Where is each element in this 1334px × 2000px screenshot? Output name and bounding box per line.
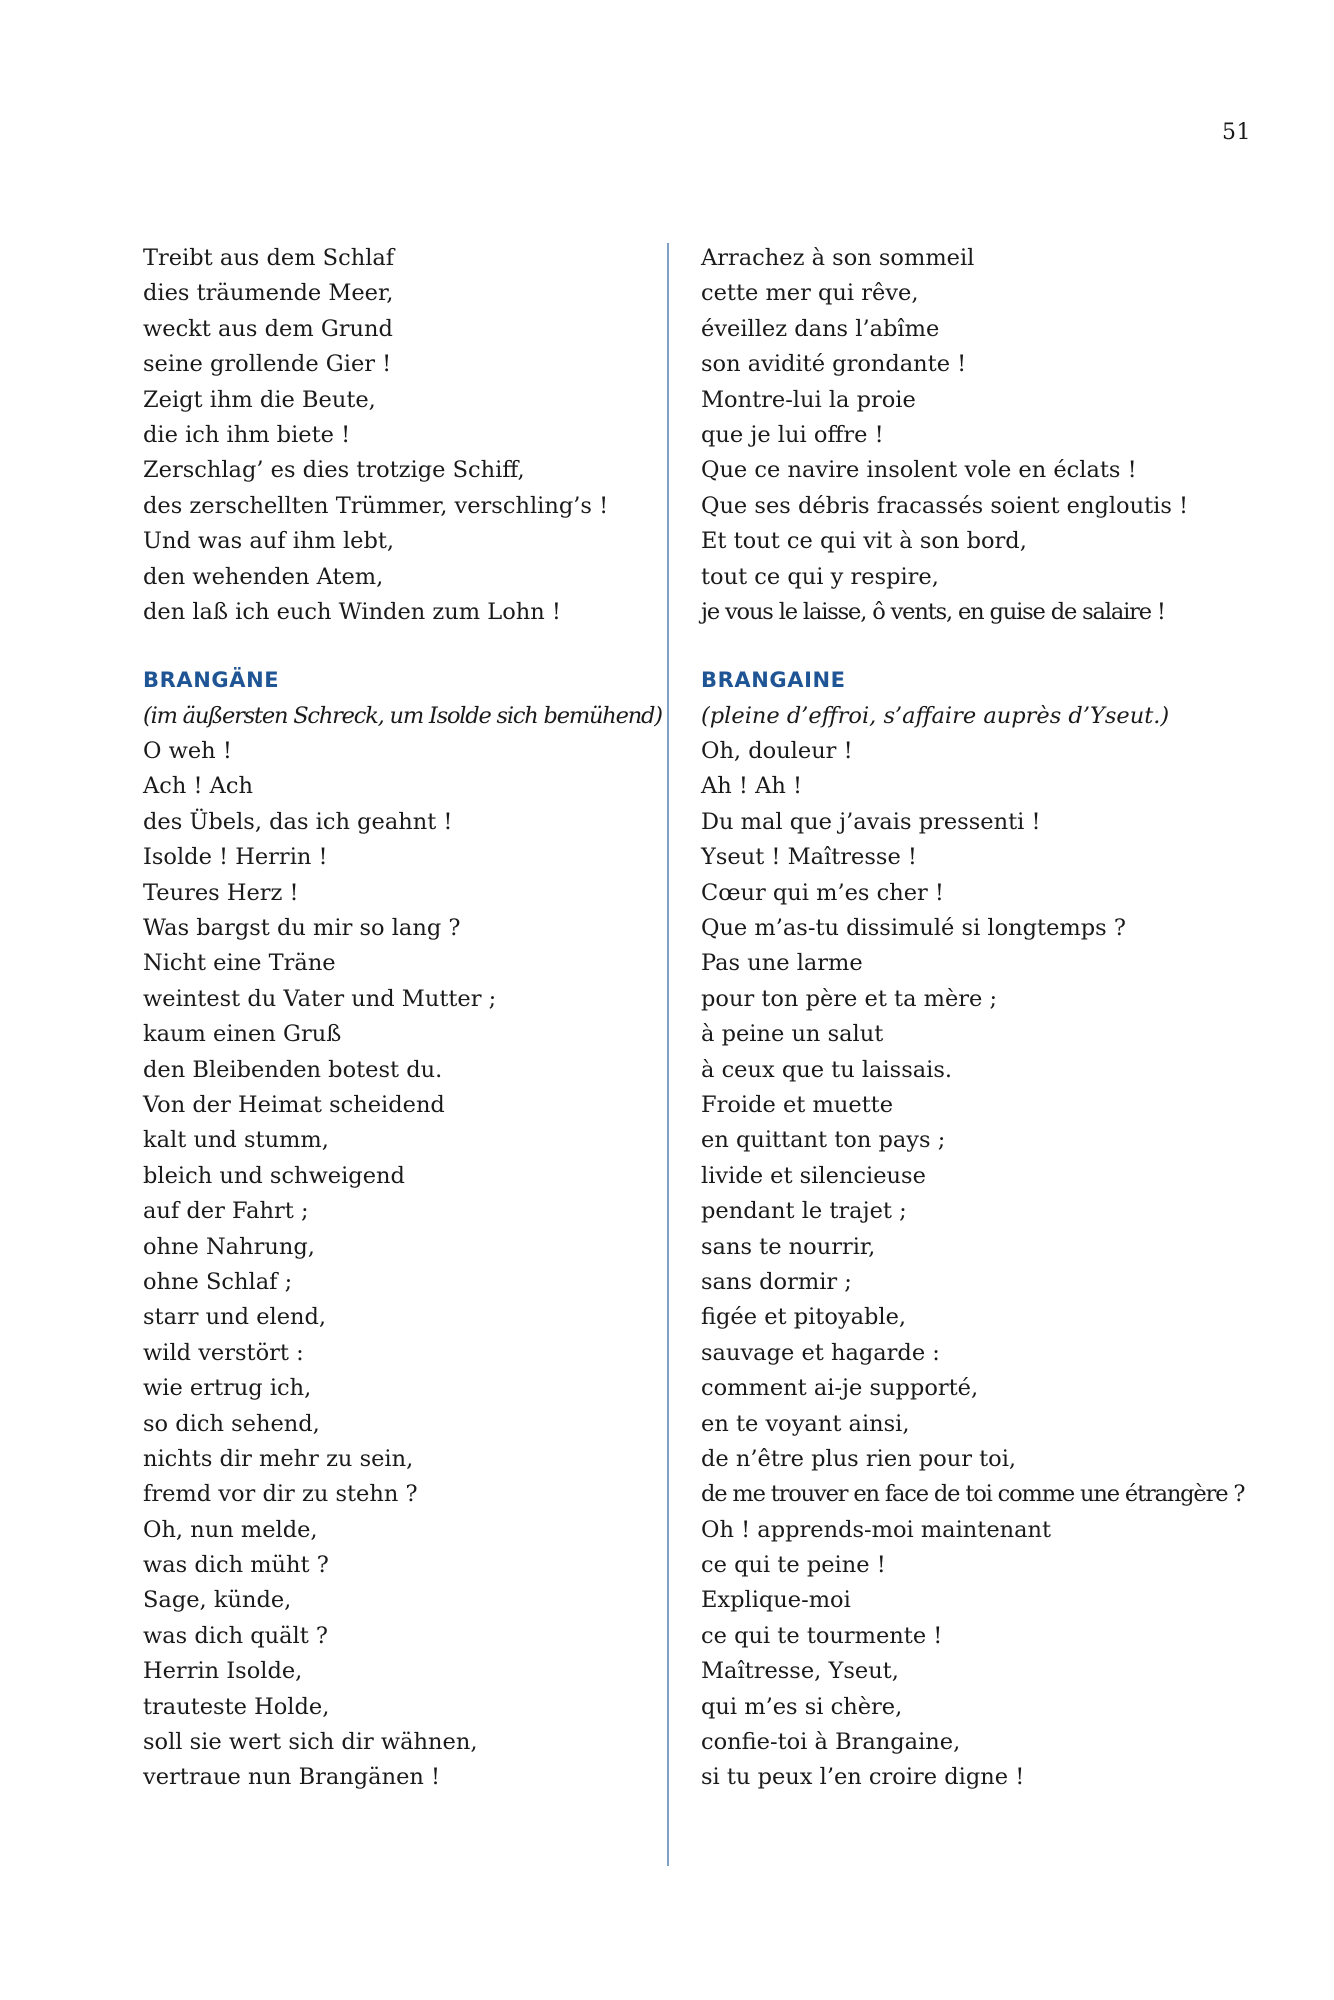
verse-line: Oh, nun melde, — [143, 1516, 318, 1543]
verse-line: Oh ! apprends-moi maintenant — [701, 1516, 1052, 1543]
verse-line: des Übels, das ich geahnt ! — [143, 808, 453, 835]
verse-line: Que ses débris fracassés soient engloutis ! — [701, 492, 1189, 519]
verse-line: kaum einen Gruß — [143, 1021, 342, 1048]
verse-line: den Bleibenden botest du. — [143, 1056, 443, 1083]
verse-line: Yseut ! Maîtresse ! — [701, 844, 917, 871]
verse-line: en quittant ton pays ; — [701, 1127, 946, 1154]
verse-line: si tu peux l’en croire digne ! — [701, 1764, 1025, 1791]
verse-line: Was bargst du mir so lang ? — [143, 915, 461, 942]
verse-line: ce qui te tourmente ! — [701, 1622, 943, 1649]
verse-line: en te voyant ainsi, — [701, 1410, 910, 1437]
verse-line: Et tout ce qui vit à son bord, — [701, 528, 1027, 555]
verse-line: kalt und stumm, — [143, 1127, 329, 1154]
verse-line: ohne Schlaf ; — [143, 1268, 293, 1295]
verse-line: comment ai-je supporté, — [701, 1375, 979, 1402]
verse-line: was dich quält ? — [143, 1622, 328, 1649]
verse-line: nichts dir mehr zu sein, — [143, 1445, 414, 1472]
verse-line: was dich müht ? — [143, 1552, 329, 1579]
verse-line: Und was auf ihm lebt, — [143, 528, 395, 555]
verse-line: Montre-lui la proie — [701, 386, 916, 413]
verse-line: starr und elend, — [143, 1304, 327, 1331]
page-number: 51 — [1222, 120, 1251, 145]
german-column — [143, 241, 663, 1796]
verse-line: dies träumende Meer, — [143, 280, 394, 307]
verse-line: je vous le laisse, ô vents, en guise de salaire ! — [701, 598, 1165, 625]
verse-line: de me trouver en face de toi comme une étrangère ? — [701, 1481, 1245, 1508]
verse-line: Ah ! Ah ! — [701, 773, 803, 800]
verse-line: tout ce qui y respire, — [701, 563, 939, 590]
stage-direction: (pleine d’effroi, s’affaire auprès d’Yseut.) — [701, 702, 1170, 729]
verse-line: vertraue nun Brangänen ! — [143, 1764, 441, 1791]
verse-line: à ceux que tu laissais. — [701, 1056, 953, 1083]
verse-line: Zerschlag’ es dies trotzige Schiff, — [143, 457, 525, 484]
verse-line: sans te nourrir, — [701, 1233, 876, 1260]
speaker-name: BRANGAINE — [701, 668, 846, 693]
verse-line: Que ce navire insolent vole en éclats ! — [701, 457, 1137, 484]
verse-line: sans dormir ; — [701, 1268, 852, 1295]
verse-line: Herrin Isolde, — [143, 1658, 303, 1685]
verse-line: seine grollende Gier ! — [143, 351, 392, 378]
verse-line: qui m’es si chère, — [701, 1693, 903, 1720]
verse-line: de n’être plus rien pour toi, — [701, 1445, 1017, 1472]
verse-line: Sage, künde, — [143, 1587, 292, 1614]
verse-line: pendant le trajet ; — [701, 1198, 907, 1225]
verse-line: Treibt aus dem Schlaf — [143, 245, 395, 271]
verse-line: so dich sehend, — [143, 1410, 320, 1437]
stage-direction: (im äußersten Schreck, um Isolde sich bemühend) — [143, 702, 662, 729]
verse-line: O weh ! — [143, 738, 232, 765]
stanza-gap — [701, 630, 1301, 663]
verse-line: Oh, douleur ! — [701, 738, 853, 765]
verse-line: son avidité grondante ! — [701, 351, 967, 378]
french-stanza-1 — [701, 241, 1301, 630]
verse-line: Froide et muette — [701, 1091, 894, 1118]
verse-line: Pas une larme — [701, 950, 863, 977]
verse-line: die ich ihm biete ! — [143, 421, 351, 448]
verse-line: Cœur qui m’es cher ! — [701, 879, 944, 906]
verse-line: Ach ! Ach — [143, 773, 254, 800]
column-divider — [667, 243, 669, 1866]
verse-line: Nicht eine Träne — [143, 950, 336, 977]
verse-line: Que m’as-tu dissimulé si longtemps ? — [701, 915, 1126, 942]
verse-line: que je lui offre ! — [701, 421, 884, 448]
verse-line: éveillez dans l’abîme — [701, 315, 940, 342]
verse-line: soll sie wert sich dir wähnen, — [143, 1729, 478, 1756]
verse-line: Zeigt ihm die Beute, — [143, 386, 376, 413]
verse-line: Teures Herz ! — [143, 879, 299, 906]
verse-line: confie-toi à Brangaine, — [701, 1729, 961, 1756]
verse-line: trauteste Holde, — [143, 1693, 330, 1720]
verse-line: ohne Nahrung, — [143, 1233, 315, 1260]
verse-line: auf der Fahrt ; — [143, 1198, 309, 1225]
verse-line: cette mer qui rêve, — [701, 280, 919, 307]
verse-line: ce qui te peine ! — [701, 1552, 886, 1579]
french-stanza-2 — [701, 734, 1301, 1796]
verse-line: fremd vor dir zu stehn ? — [143, 1481, 418, 1508]
verse-line: Explique-moi — [701, 1587, 851, 1614]
verse-line: figée et pitoyable, — [701, 1304, 907, 1331]
verse-line: den wehenden Atem, — [143, 563, 384, 590]
french-column — [701, 241, 1301, 1796]
verse-line: Arrachez à son sommeil — [701, 245, 975, 271]
verse-line: Isolde ! Herrin ! — [143, 844, 328, 871]
verse-line: bleich und schweigend — [143, 1162, 405, 1189]
verse-line: den laß ich euch Winden zum Lohn ! — [143, 598, 561, 625]
verse-line: à peine un salut — [701, 1021, 884, 1048]
german-stanza-2 — [143, 734, 663, 1796]
stanza-gap — [143, 630, 663, 663]
verse-line: Von der Heimat scheidend — [143, 1091, 445, 1118]
verse-line: sauvage et hagarde : — [701, 1339, 940, 1366]
verse-line: pour ton père et ta mère ; — [701, 985, 998, 1012]
verse-line: livide et silencieuse — [701, 1162, 926, 1189]
verse-line: weckt aus dem Grund — [143, 315, 393, 342]
verse-line: Maîtresse, Yseut, — [701, 1658, 899, 1685]
speaker-name: BRANGÄNE — [143, 668, 280, 693]
verse-line: Du mal que j’avais pressenti ! — [701, 808, 1041, 835]
verse-line: wild verstört : — [143, 1339, 304, 1366]
verse-line: weintest du Vater und Mutter ; — [143, 985, 497, 1012]
verse-line: wie ertrug ich, — [143, 1375, 312, 1402]
verse-line: des zerschellten Trümmer, verschling’s ! — [143, 492, 609, 519]
german-stanza-1 — [143, 241, 663, 630]
